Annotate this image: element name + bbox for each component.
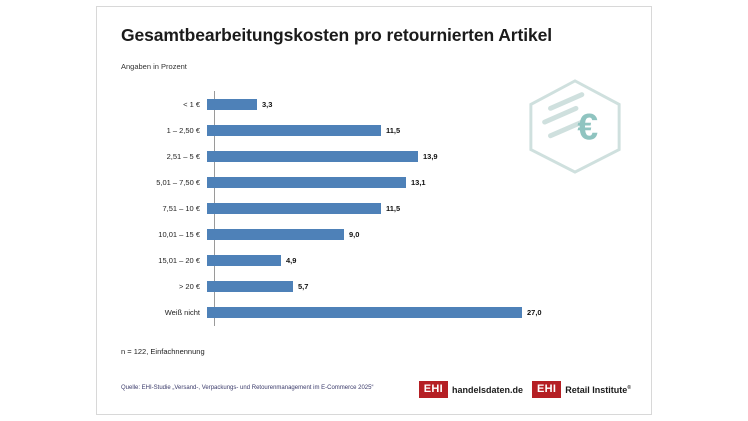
bar-area (207, 143, 629, 169)
bar-value-label: 11,5 (386, 203, 401, 213)
bar-area (207, 247, 629, 273)
logo-handelsdaten (419, 381, 523, 398)
table-row (121, 195, 629, 221)
chart-subtitle: Angaben in Prozent (121, 62, 187, 71)
bar-category-label: < 1 € (183, 99, 200, 109)
bar-value-label: 11,5 (386, 125, 401, 135)
bar (207, 203, 381, 214)
logo-group (419, 381, 631, 398)
bar (207, 255, 281, 266)
logo-handelsdaten-label: handelsdaten.de (452, 384, 524, 395)
bar-area (207, 299, 629, 325)
bar-category-label: 7,51 – 10 € (162, 203, 200, 213)
table-row (121, 273, 629, 299)
table-row (121, 299, 629, 325)
bar-area (207, 221, 629, 247)
ehi-logo-mark: EHI (419, 381, 448, 398)
bar-category-label: 2,51 – 5 € (166, 151, 200, 161)
table-row (121, 247, 629, 273)
bar (207, 177, 406, 188)
bar-category-label: 10,01 – 15 € (158, 229, 200, 239)
ehi-logo-mark: EHI (532, 381, 561, 398)
bar (207, 229, 344, 240)
bar-value-label: 4,9 (286, 255, 297, 265)
table-row (121, 117, 629, 143)
bar-value-label: 13,1 (411, 177, 426, 187)
logo-retail-institute-label: Retail Institute® (565, 384, 631, 395)
bar (207, 281, 293, 292)
bar-value-label: 13,9 (423, 151, 438, 161)
bar-value-label: 5,7 (298, 281, 309, 291)
registered-mark: ® (627, 384, 631, 391)
bar-value-label: 3,3 (262, 99, 273, 109)
bar-rows (121, 91, 629, 325)
bar (207, 151, 418, 162)
bar-area (207, 195, 629, 221)
bar-category-label: Weiß nicht (164, 307, 200, 317)
table-row (121, 221, 629, 247)
bar-area (207, 273, 629, 299)
bar-category-label: 5,01 – 7,50 € (156, 177, 200, 187)
logo-ehi-retail-institute (532, 381, 631, 398)
bar (207, 307, 522, 318)
bar-category-label: 1 – 2,50 € (166, 125, 200, 135)
bar (207, 99, 257, 110)
page-title: Gesamtbearbeitungskosten pro retournierten Artikel (121, 25, 552, 45)
bar-category-label: > 20 € (178, 281, 200, 291)
bar-area (207, 91, 629, 117)
table-row (121, 169, 629, 195)
chart-card (96, 6, 652, 415)
sample-size-note: n = 122, Einfachnennung (121, 347, 205, 356)
bar-value-label: 9,0 (349, 229, 360, 239)
source-note: Quelle: EHI-Studie „Versand-, Verpackungs- und Retourenmanagement im E-Commerce 2025“ (121, 385, 374, 391)
bar (207, 125, 381, 136)
bar-category-label: 15,01 – 20 € (158, 255, 200, 265)
table-row (121, 91, 629, 117)
svg-text:€: € (577, 105, 599, 148)
bar-chart-plot (121, 87, 629, 332)
bar-area (207, 169, 629, 195)
bar-value-label: 27,0 (527, 307, 542, 317)
table-row (121, 143, 629, 169)
bar-area (207, 117, 629, 143)
